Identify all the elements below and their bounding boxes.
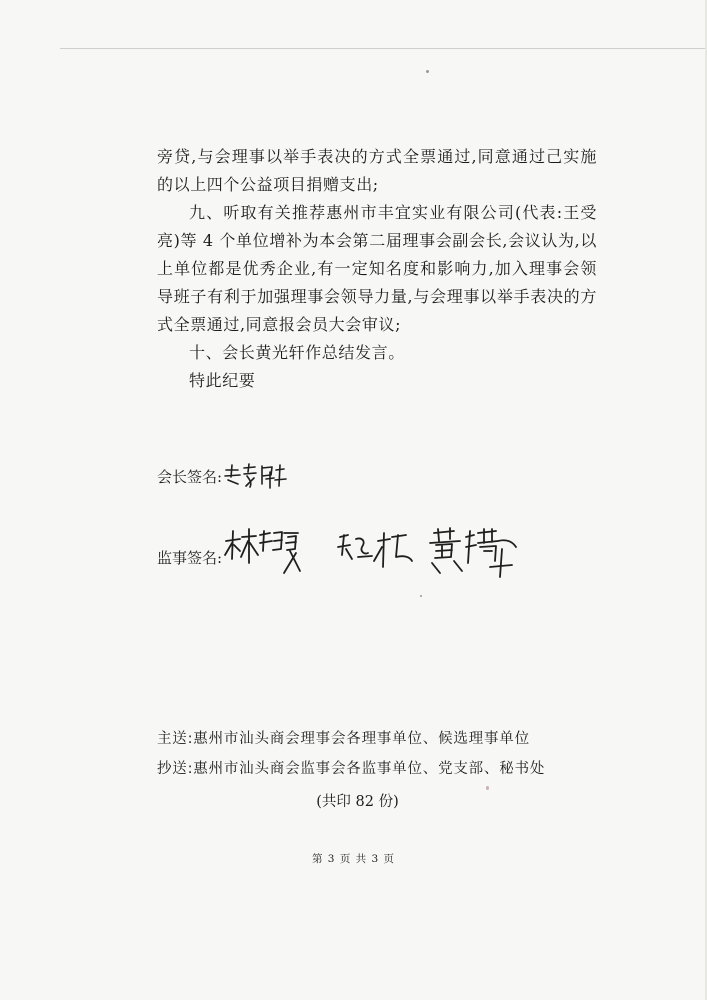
print-copies-note [0,790,707,811]
minutes-body [157,143,597,395]
scan-speck [420,595,422,597]
distribution-list [157,724,545,784]
print-copies-text: (共印 82 份) [316,794,399,810]
copy-send-line: 抄送:惠州市汕头商会监事会各监事单位、党支部、秘书处 [157,761,546,777]
page-number: 第 3 页 共 3 页 [311,853,396,865]
scan-speck [426,70,429,73]
scan-edge-line [60,48,707,49]
paragraph-item-nine: 九、听取有关推荐惠州市丰宜实业有限公司(代表:王受亮)等 4 个单位增补为本会第二届理事会副会长,会议认为,以上单位都是优秀企业,有一定知名度和影响力,加入理事会领导班子有利于加强理事会领导力量,与会理事以举手表决的方式全票通过,同意报会员大会审议; [157,203,597,334]
closing-phrase: 特此纪要 [189,371,256,390]
main-send-line: 主送:惠州市汕头商会理事会各理事单位、候选理事单位 [157,731,530,747]
supervisor-signature-label: 监事签名: [157,548,223,567]
page-footer [0,851,707,866]
president-signature-row [157,462,292,490]
supervisor-signature-row [157,527,522,587]
supervisor-handwritten-signatures [222,527,522,587]
president-signature-label: 会长签名: [157,467,223,486]
paragraph-item-ten: 十、会长黄光轩作总结发言。 [189,343,405,362]
paragraph-continuation: 旁贷,与会理事以举手表决的方式全票通过,同意通过己实施的以上四个公益项目捐赠支出; [157,147,597,194]
president-handwritten-signature [222,462,292,490]
